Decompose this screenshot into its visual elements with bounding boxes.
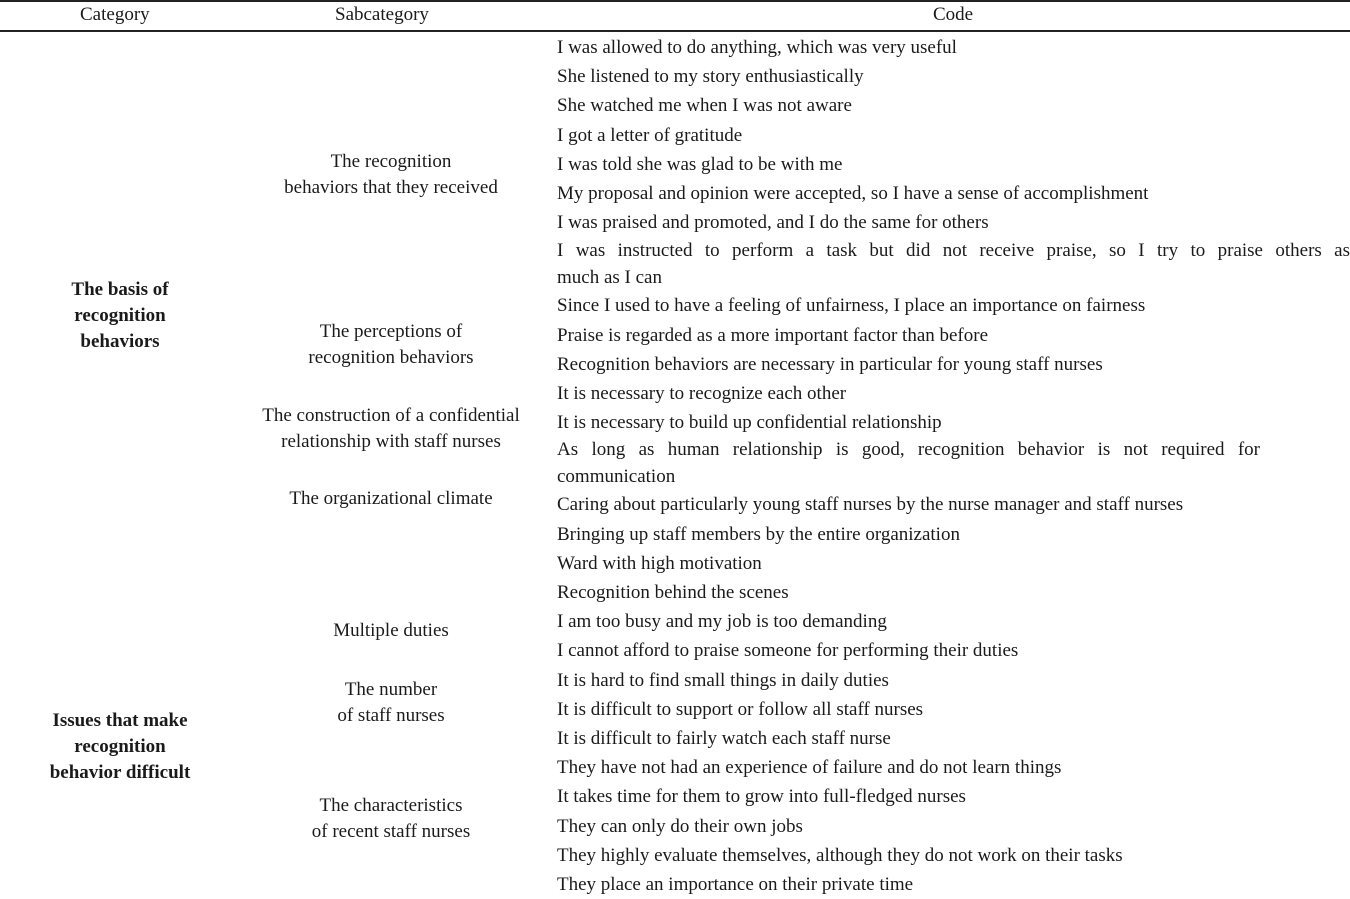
list-item: Since I used to have a feeling of unfairness, I place an importance on fairness: [557, 295, 1146, 317]
list-item: It is difficult to support or follow all staff nurses: [557, 698, 924, 720]
header-subcategory: Sabcategory: [335, 4, 429, 25]
category-basis-of-recognition: The basis of recognition behaviors: [71, 279, 169, 352]
list-item: As long as human relationship is good, recognition behavior is not required for: [557, 439, 1260, 461]
header-bottom-rule: [0, 30, 1350, 32]
list-item: They highly evaluate themselves, although they do not work on their tasks: [557, 844, 1123, 866]
list-item: I cannot afford to praise someone for performing their duties: [557, 640, 1019, 662]
list-item: I was praised and promoted, and I do the same for others: [557, 212, 989, 234]
list-item: It is difficult to fairly watch each staff nurse: [557, 728, 891, 750]
list-item: She listened to my story enthusiastically: [557, 66, 864, 88]
list-item: It is necessary to build up confidential relationship: [557, 412, 942, 434]
list-item: My proposal and opinion were accepted, so I have a sense of accomplishment: [557, 183, 1149, 205]
subcategory-number-of-staff: The number of staff nurses: [337, 679, 445, 726]
list-item: They place an importance on their private time: [557, 874, 914, 896]
list-item: Praise is regarded as a more important factor than before: [557, 324, 989, 346]
subcategory-recognition-received: The recognition behaviors that they received: [284, 151, 498, 198]
list-item: Ward with high motivation: [557, 552, 762, 574]
list-item: She watched me when I was not aware: [557, 95, 852, 117]
list-item: I am too busy and my job is too demanding: [557, 611, 887, 633]
list-item-continuation: communication: [557, 465, 676, 487]
list-item: Caring about particularly young staff nurses by the nurse manager and staff nurses: [557, 494, 1184, 516]
list-item: They have not had an experience of failure and do not learn things: [557, 757, 1062, 779]
list-item: It is hard to find small things in daily duties: [557, 669, 889, 691]
table-top-rule: [0, 0, 1350, 2]
list-item: I was allowed to do anything, which was very useful: [557, 37, 957, 58]
category-issues-difficult: Issues that make recognition behavior difficult: [49, 710, 191, 783]
subcategory-characteristics: The characteristics of recent staff nurses: [311, 795, 471, 842]
list-item-continuation: much as I can: [557, 267, 662, 289]
list-item: It is necessary to recognize each other: [557, 383, 847, 405]
list-item: I got a letter of gratitude: [557, 124, 743, 146]
list-item: I was told she was glad to be with me: [557, 153, 843, 175]
list-item: Bringing up staff members by the entire organization: [557, 523, 960, 545]
header-code: Code: [933, 4, 974, 25]
list-item: They can only do their own jobs: [557, 815, 803, 837]
subcategory-confidential-relationship: The construction of a confidential relationship with staff nurses: [262, 405, 520, 452]
code-list: [557, 33, 1350, 899]
list-item: Recognition behind the scenes: [557, 582, 789, 604]
list-item: I was instructed to perform a task but did not receive praise, so I try to praise others as: [557, 240, 1350, 262]
subcategory-organizational-climate: The organizational climate: [289, 488, 493, 509]
subcategory-perceptions: The perceptions of recognition behaviors: [308, 321, 474, 368]
list-item: Recognition behaviors are necessary in particular for young staff nurses: [557, 353, 1103, 375]
subcategory-multiple-duties: Multiple duties: [333, 620, 449, 641]
header-category: Category: [80, 4, 150, 25]
list-item: It takes time for them to grow into full-fledged nurses: [557, 786, 966, 808]
